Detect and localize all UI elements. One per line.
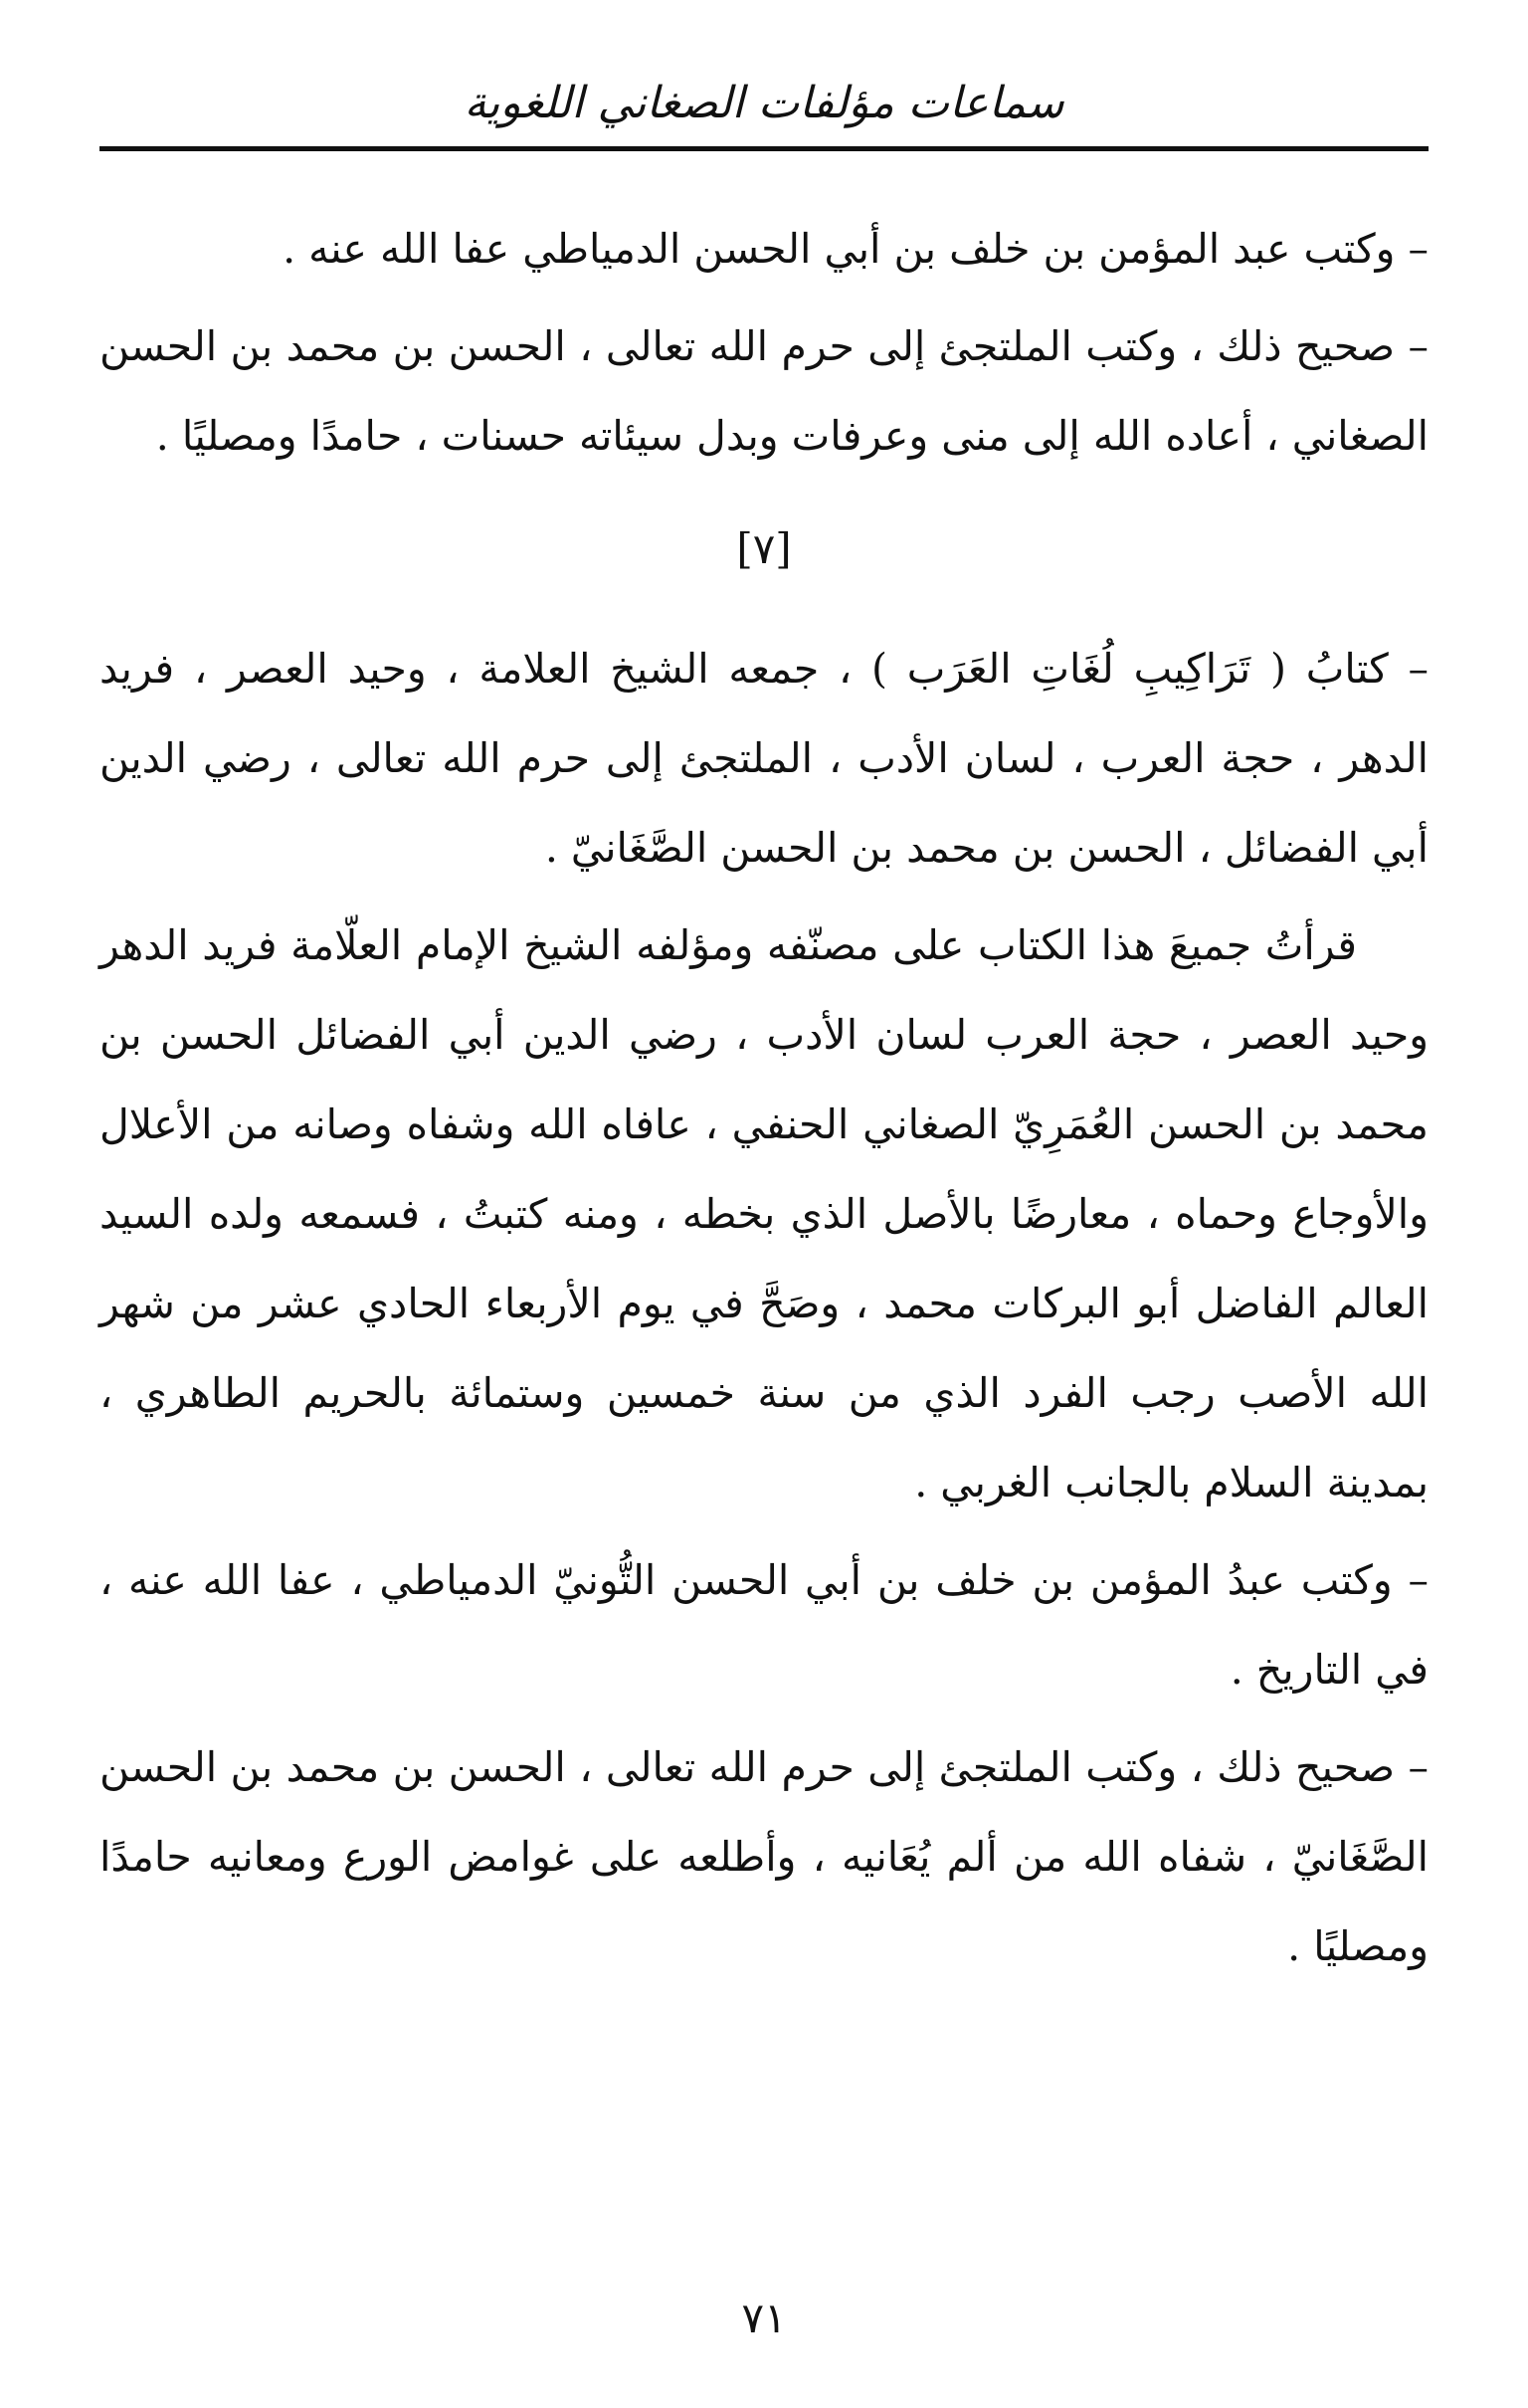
header-rule: [99, 146, 1429, 151]
page-body: [99, 204, 1429, 2214]
paragraph-5: – وكتب عبدُ المؤمن بن خلف بن أبي الحسن التُّونيّ الدمياطي ، عفا الله عنه ، في التاريخ .: [99, 1556, 1429, 1694]
paragraph-4: قرأتُ جميعَ هذا الكتاب على مصنّفه ومؤلفه الشيخ الإمام العلّامة فريد الدهر وحيد العصر ، حجة العرب لسان الأدب ، رضي الدين أبي الفضائل الحسن بن محمد بن الحسن العُمَرِيّ الصغاني الحنفي ، عافاه الله وشفاه وصانه من الأعلال والأوجاع وحماه ، معارضًا بالأصل الذي بخطه ، ومنه كتبتُ ، فسمعه ولده السيد العالم الفاضل أبو البركات محمد ، وصَحَّ في يوم الأربعاء الحادي عشر من شهر الله الأصب رجب الفرد الذي من سنة خمسين وستمائة بالحريم الطاهري ، بمدينة السلام بالجانب الغربي .: [99, 921, 1429, 1506]
paragraph-1: – وكتب عبد المؤمن بن خلف بن أبي الحسن الدمياطي عفا الله عنه .: [283, 225, 1429, 273]
running-header-title: سماعات مؤلفات الصغاني اللغوية: [464, 78, 1064, 128]
page-number: ٧١: [741, 2294, 787, 2342]
paragraph-3: – كتابُ ( تَرَاكِيبِ لُغَاتِ العَرَب ) ، جمعه الشيخ العلامة ، وحيد العصر ، فريد الدهر ، حجة العرب ، لسان الأدب ، الملتجئ إلى حرم الله تعالى ، رضي الدين أبي الفضائل ، الحسن بن محمد بن الحسن الصَّغَانيّ .: [99, 645, 1429, 872]
paragraph-6: – صحيح ذلك ، وكتب الملتجئ إلى حرم الله تعالى ، الحسن بن محمد بن الحسن الصَّغَانيّ ، شفاه الله من ألم يُعَانيه ، وأطلعه على غوامض الورع ومعانيه حامدًا ومصليًا .: [99, 1743, 1429, 1970]
running-header: [99, 70, 1429, 159]
section-number: [٧]: [736, 524, 792, 573]
paragraph-2: – صحيح ذلك ، وكتب الملتجئ إلى حرم الله تعالى ، الحسن بن محمد بن الحسن الصغاني ، أعاده الله إلى منى وعرفات وبدل سيئاته حسنات ، حامدًا ومصليًا .: [99, 322, 1429, 460]
